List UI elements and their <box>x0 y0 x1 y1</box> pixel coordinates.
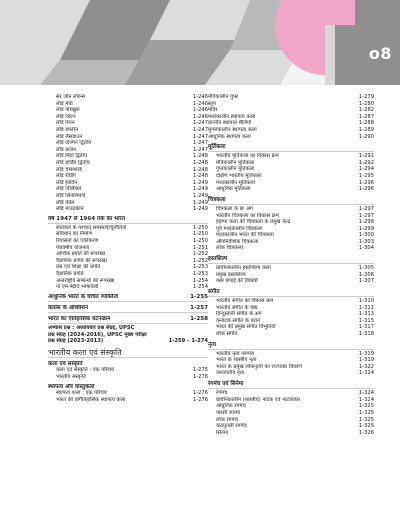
toc-entry: रंगमंच 1-324 <box>216 390 374 397</box>
toc-entry: लॉर्ड एल्गिन द्वितीय 1-247 <box>56 140 208 147</box>
toc-entry: कर्नाटक संगीत के घराने 1-315 <box>216 317 374 324</box>
toc-entry: जनजातीय नृत्य 1-324 <box>216 370 374 377</box>
toc-entry: प्राचीनकालीन (शास्त्रीय) नाटक एवं नाटककार 1-324 <box>216 396 374 403</box>
toc-entry: भारतीय संस्कृति 1-276 <box>56 374 208 381</box>
toc-entry: संविधान का निर्माण 1-250 <box>56 231 208 238</box>
toc-entry: भारत की प्रमुख संगीत विभूतियाँ 1-317 <box>216 324 374 331</box>
toc-section-heading: हस्तशिल्प <box>208 256 228 263</box>
toc-entry: दक्षिण भारतीय मूर्तिकला 1-295 <box>216 173 374 180</box>
divider <box>48 301 208 302</box>
toc-section-heading: रंगमंच एवं सिनेमा <box>208 381 244 388</box>
toc-entry: लोक संगीत 1-318 <box>216 331 374 337</box>
toc-entry: भारत के प्रमुख लोकनृत्यों का राज्यवार विवरण 1-322 <box>216 363 374 370</box>
toc-section-heading: आधुनिक भारत के चर्चित व्यक्तित्व 1-255 <box>48 293 208 300</box>
toc-entry: लॉर्ड डफरिन 1-247 <box>56 126 208 133</box>
toc-entry: पारसी रंगमंच 1-325 <box>216 409 374 416</box>
toc-entry: लॉर्ड हार्डिंग द्वितीय 1-248 <box>56 159 208 166</box>
toc-entry: भारतीय चित्रकला का विकास क्रम 1-297 <box>216 212 374 219</box>
toc-entry: प्रश्न संग्रह (2024-2016), UPSC मुख्य परीक्षा <box>48 331 147 338</box>
divider <box>208 296 374 297</box>
toc-entry: स्तूप 1-280 <box>208 100 374 107</box>
toc-entry: आर्थिक प्रगति की रूपरेखा 1-252 <box>56 251 208 258</box>
toc-entry: लॉर्ड मिंटो द्वितीय 1-248 <box>56 153 208 160</box>
toc-practice-questions <box>48 325 208 345</box>
toc-entry: प्रेस एवं शिक्षा की प्रगति 1-253 <box>56 264 208 271</box>
toc-entry: औपनिवेशिक चित्रकला 1-303 <box>216 238 374 245</box>
toc-right-column <box>208 94 374 436</box>
toc-entry: लॉर्ड वेवेल 1-249 <box>56 199 208 206</box>
toc-section-heading: कला एवं संस्कृति <box>48 360 83 367</box>
toc-entry: मौर्यकालीन मूर्तिकला 1-292 <box>216 159 374 166</box>
toc-entry: मध्यकालीन मूर्तिकला 1-296 <box>216 179 374 186</box>
divider <box>208 151 374 152</box>
part-title: भारतीय कला एवं संस्कृति <box>48 347 122 357</box>
toc-entry: हिन्दुस्तानी संगीत के अंग 1-313 <box>216 311 374 318</box>
toc-entry: हड़प्पा कला की चित्रकला के प्रमुख केन्द्र 1-298 <box>216 219 374 226</box>
toc-entry: आधुनिक स्थापत्य कला 1-290 <box>208 133 374 140</box>
toc-section-heading: स्थापत्य और वास्तुकला <box>48 383 95 390</box>
toc-entry: भारतीय संगीत के वाद्य 1-311 <box>216 304 374 311</box>
toc-entry: भारतीय संगीत का विकास क्रम 1-310 <box>216 298 374 305</box>
toc-entry: लॉर्ड रिपन 1-247 <box>56 120 208 127</box>
divider <box>208 349 374 350</box>
page-number: o8 <box>368 44 392 63</box>
toc-section-heading: भारत का ऐतिहासिक घटनाक्रम 1-258 <box>48 315 208 322</box>
toc-entry: लॉर्ड कर्जन 1-247 <box>56 146 208 153</box>
toc-entry: प्रश्न संग्रह (2023-2013) 1-259 – 1-274 <box>48 338 208 345</box>
toc-entry: मध्यकालीन भारत की चित्रकला 1-300 <box>216 232 374 239</box>
header-banner <box>0 0 400 85</box>
divider <box>48 312 208 313</box>
toc-entry: रियासतों का एकीकरण 1-250 <box>56 237 208 244</box>
toc-entry: लोक चित्रकला 1-304 <box>216 245 374 252</box>
toc-entry: लोक रंगमंच 1-325 <box>216 416 374 423</box>
toc-entry: वस्त्र छपाई की विधियाँ 1-307 <box>216 278 374 285</box>
toc-entry: लॉर्ड मेयो 1-246 <box>56 100 208 107</box>
toc-entry: वैज्ञानिक प्रगति 1-253 <box>56 270 208 277</box>
decorative-banner-graphic <box>0 0 400 85</box>
toc-section-heading: मूर्तिकला <box>208 144 226 151</box>
toc-section-heading: नृत्य <box>208 341 216 348</box>
toc-entry: भारत की प्रागैतिहासिक स्थापत्य कला 1-276 <box>56 396 208 403</box>
toc-entry: मंदिर 1-282 <box>208 107 374 114</box>
toc-entry: अन्तर्राष्ट्रीय सम्बन्धों की रूपरेखा 1-254 <box>56 277 208 284</box>
toc-left-column <box>48 94 208 403</box>
toc-entry: लॉर्ड चेम्सफोर्ड 1-248 <box>56 166 208 173</box>
toc-section-heading: वर्ष 1947 से 1964 तक का भारत <box>48 215 126 222</box>
toc-entry: वैज्ञानिक प्रगति की रूपरेखा 1-252 <box>56 257 208 264</box>
toc-entry: लॉर्ड रीडिंग 1-248 <box>56 173 208 180</box>
divider <box>48 357 208 358</box>
toc-entry: लॉर्ड इरविन 1-249 <box>56 179 208 186</box>
toc-entry: लॉर्ड लिनलिथगो 1-249 <box>56 192 208 199</box>
toc-entry: लॉर्ड नॉर्थब्रुक 1-246 <box>56 107 208 114</box>
toc-entry: लॉर्ड लैंसडाउन 1-247 <box>56 133 208 140</box>
toc-entry: प्रान्तीय स्थापत्य शैलियाँ 1-288 <box>208 120 374 127</box>
toc-entry: मध्यकालीन स्थापत्य कला 1-287 <box>208 113 374 120</box>
divider <box>208 204 374 205</box>
toc-entry: स्वतंत्रता के पश्चात् समस्याएँ/चुनौतियाँ 1-250 <box>56 224 208 231</box>
toc-entry: कठपुतली रंगमंच 1-325 <box>216 423 374 430</box>
toc-entry: भारतीय नृत्य परम्परा 1-319 <box>216 350 374 357</box>
toc-list-viceroys <box>48 94 208 213</box>
toc-entry: मुगलकालीन स्थापत्य कला 1-289 <box>208 126 374 133</box>
toc-section-heading: कांग्रेस के अधिवेशन 1-257 <box>48 304 208 311</box>
toc-entry: आधुनिक मूर्तिकला 1-296 <box>216 186 374 193</box>
toc-entry: सर जॉन लॉरेन्स 1-246 <box>56 94 208 100</box>
divider <box>208 263 374 264</box>
toc-entry: चित्रकला के छः अंग 1-297 <box>216 205 374 212</box>
toc-entry: भारतीय मूर्तिकला का विकास क्रम 1-291 <box>216 153 374 160</box>
toc-entry: आधुनिक रंगमंच 1-325 <box>216 403 374 410</box>
toc-entry: प्रमुख हस्तशिल्प 1-306 <box>216 271 374 278</box>
divider <box>208 388 374 389</box>
toc-entry: लॉर्ड लिटन 1-246 <box>56 113 208 120</box>
toc-entry: भारत के शास्त्रीय नृत्य 1-319 <box>216 357 374 364</box>
toc-section-heading: चित्रकला <box>208 196 226 203</box>
toc-entry: मौर्यकालीन गुफा 1-279 <box>208 94 374 100</box>
divider <box>48 323 208 324</box>
toc-entry: लॉर्ड विलिंग्डन 1-249 <box>56 186 208 193</box>
toc-entry: सिनेमा 1-326 <box>216 429 374 436</box>
toc-entry: प्राचीनकालीन हस्तशिल्प कला 1-305 <box>216 265 374 272</box>
toc-entry: अभ्यास प्रश्न : अध्यायवार प्रश्न संग्रह, UPSC <box>48 325 135 331</box>
toc-entry: पूर्व मध्यकालीन चित्रकला 1-299 <box>216 225 374 232</box>
toc-list-1947-1964 <box>48 225 208 291</box>
toc-entry: लॉर्ड माउंटबेटन 1-249 <box>56 206 208 213</box>
toc-entry: पंचवर्षीय योजनाएं 1-251 <box>56 244 208 251</box>
toc-entry: गुप्तकालीन मूर्तिकला 1-294 <box>216 166 374 173</box>
toc-entry: स्थापत्य कला : एक परिचय 1-276 <box>56 390 208 397</box>
divider <box>48 223 208 224</box>
toc-entry: नो एम-480 भाषावली 1-254 <box>56 284 208 291</box>
toc-entry: कला एवं संस्कृति : एक परिचय 1-275 <box>56 367 208 374</box>
toc-section-heading: संगीत <box>208 288 220 295</box>
